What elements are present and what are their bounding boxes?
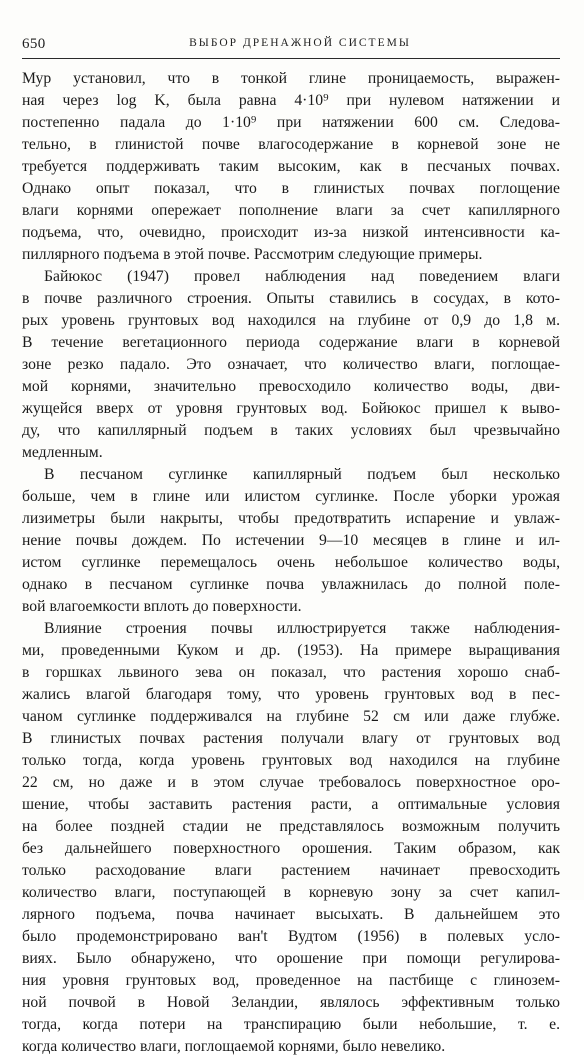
running-head: ВЫБОР ДРЕНАЖНОЙ СИСТЕМЫ bbox=[189, 37, 411, 49]
text-line: лярного подъема, почва начинает высыхать. В дальнейшем это bbox=[22, 906, 560, 923]
text-line: количество влаги, поступающей в корневую зону за счет капил- bbox=[22, 884, 560, 901]
text-line: виях. Было обнаружено, что орошение при помощи регулирова- bbox=[22, 950, 560, 967]
text-line: пиллярного подъема в этой почве. Рассмотрим следующие примеры. bbox=[22, 246, 483, 263]
page-header bbox=[22, 36, 560, 59]
text-line: лизиметры были накрыты, чтобы предотвратить испарение и увлаж- bbox=[22, 510, 560, 527]
paragraph bbox=[22, 464, 560, 618]
text-line: вой влагоемкости вплоть до поверхности. bbox=[22, 598, 302, 615]
text-line: Влияние строения почвы иллюстрируется также наблюдения- bbox=[44, 620, 560, 637]
text-line: ной почвой в Новой Зеландии, являлось эффективным только bbox=[22, 994, 560, 1011]
text-line: ная через log K, была равна 4·10⁹ при нулевом натяжении и bbox=[22, 92, 560, 109]
text-line: тогда, когда потери на транспирацию были небольшие, т. е. bbox=[22, 1016, 560, 1033]
text-line: шение, чтобы заставить растения расти, а оптимальные условия bbox=[22, 796, 560, 813]
text-line: чаном суглинке поддерживался на глубине 52 см или даже глубже. bbox=[22, 708, 560, 725]
text-line: зоне резко падало. Это означает, что количество влаги, поглощае- bbox=[22, 356, 560, 373]
text-line: ми, проведенными Куком и др. (1953). На примере выращивания bbox=[22, 642, 560, 659]
text-line: Байюкос (1947) провел наблюдения над поведением влаги bbox=[44, 268, 560, 285]
text-line: в почве различного строения. Опыты ставились в сосудах, в кото- bbox=[22, 290, 560, 307]
text-line: рых уровень грунтовых вод находился на глубине от 0,9 до 1,8 м. bbox=[22, 312, 560, 329]
paragraph bbox=[22, 68, 560, 266]
text-line: нение почвы дождем. По истечении 9—10 месяцев в глине и ил- bbox=[22, 532, 560, 549]
text-line: на более поздней стадии не представлялось возможным получить bbox=[22, 818, 560, 835]
text-line: ния уровня грунтовых вод, проведенное на пастбище с глинозем- bbox=[22, 972, 560, 989]
text-line: В песчаном суглинке капиллярный подъем был несколько bbox=[44, 466, 560, 483]
text-line: В течение вегетационного периода содержание влаги в корневой bbox=[22, 334, 560, 351]
page-number: 650 bbox=[22, 36, 46, 52]
text-line: Мур установил, что в тонкой глине проницаемость, выражен- bbox=[22, 70, 560, 87]
body-text bbox=[22, 68, 560, 1058]
text-line: подъема, что, очевидно, происходит из-за низкой интенсивности ка- bbox=[22, 224, 560, 241]
text-line: Однако опыт показал, что в глинистых почвах поглощение bbox=[22, 180, 560, 197]
paragraph bbox=[22, 618, 560, 1058]
text-line: в горшках львиного зева он показал, что растения хорошо снаб- bbox=[22, 664, 560, 681]
text-line: только расходование влаги растением начинает превосходить bbox=[22, 862, 560, 879]
text-line: жались влагой благодаря тому, что уровень грунтовых вод в пес- bbox=[22, 686, 560, 703]
text-line: когда количество влаги, поглощаемой корнями, было невелико. bbox=[22, 1038, 446, 1055]
text-line: мой корнями, значительно превосходило количество воды, дви- bbox=[22, 378, 560, 395]
text-line: В глинистых почвах растения получали влагу от грунтовых вод bbox=[22, 730, 560, 747]
text-line: без дальнейшего поверхностного орошения. Таким образом, как bbox=[22, 840, 560, 857]
text-line: больше, чем в глине или илистом суглинке. После уборки урожая bbox=[22, 488, 560, 505]
text-line: однако в песчаном суглинке почва увлажнилась до полной поле- bbox=[22, 576, 560, 593]
text-line: 22 см, но даже и в этом случае требовалось поверхностное оро- bbox=[22, 774, 560, 791]
text-line: истом суглинке перемещалось очень небольшое количество воды, bbox=[22, 554, 560, 571]
text-line: медленным. bbox=[22, 444, 103, 461]
text-line: только тогда, когда уровень грунтовых вод находился на глубине bbox=[22, 752, 560, 769]
text-line: жущейся вверх от уровня грунтовых вод. Бойюкос пришел к выво- bbox=[22, 400, 560, 417]
text-line: ду, что капиллярный подъем в таких условиях был чрезвычайно bbox=[22, 422, 560, 439]
text-line: постепенно падала до 1·10⁹ при натяжении 600 см. Следова- bbox=[22, 114, 560, 131]
text-line: было продемонстрировано ван't Вудтом (1956) в полевых усло- bbox=[22, 928, 560, 945]
text-line: влаги корнями опережает пополнение влаги за счет капиллярного bbox=[22, 202, 560, 219]
text-line: тельно, в глинистой почве влагосодержание в корневой зоне не bbox=[22, 136, 560, 153]
paragraph bbox=[22, 266, 560, 464]
text-line: требуется поддерживать таким высоким, как в песчаных почвах. bbox=[22, 158, 560, 175]
